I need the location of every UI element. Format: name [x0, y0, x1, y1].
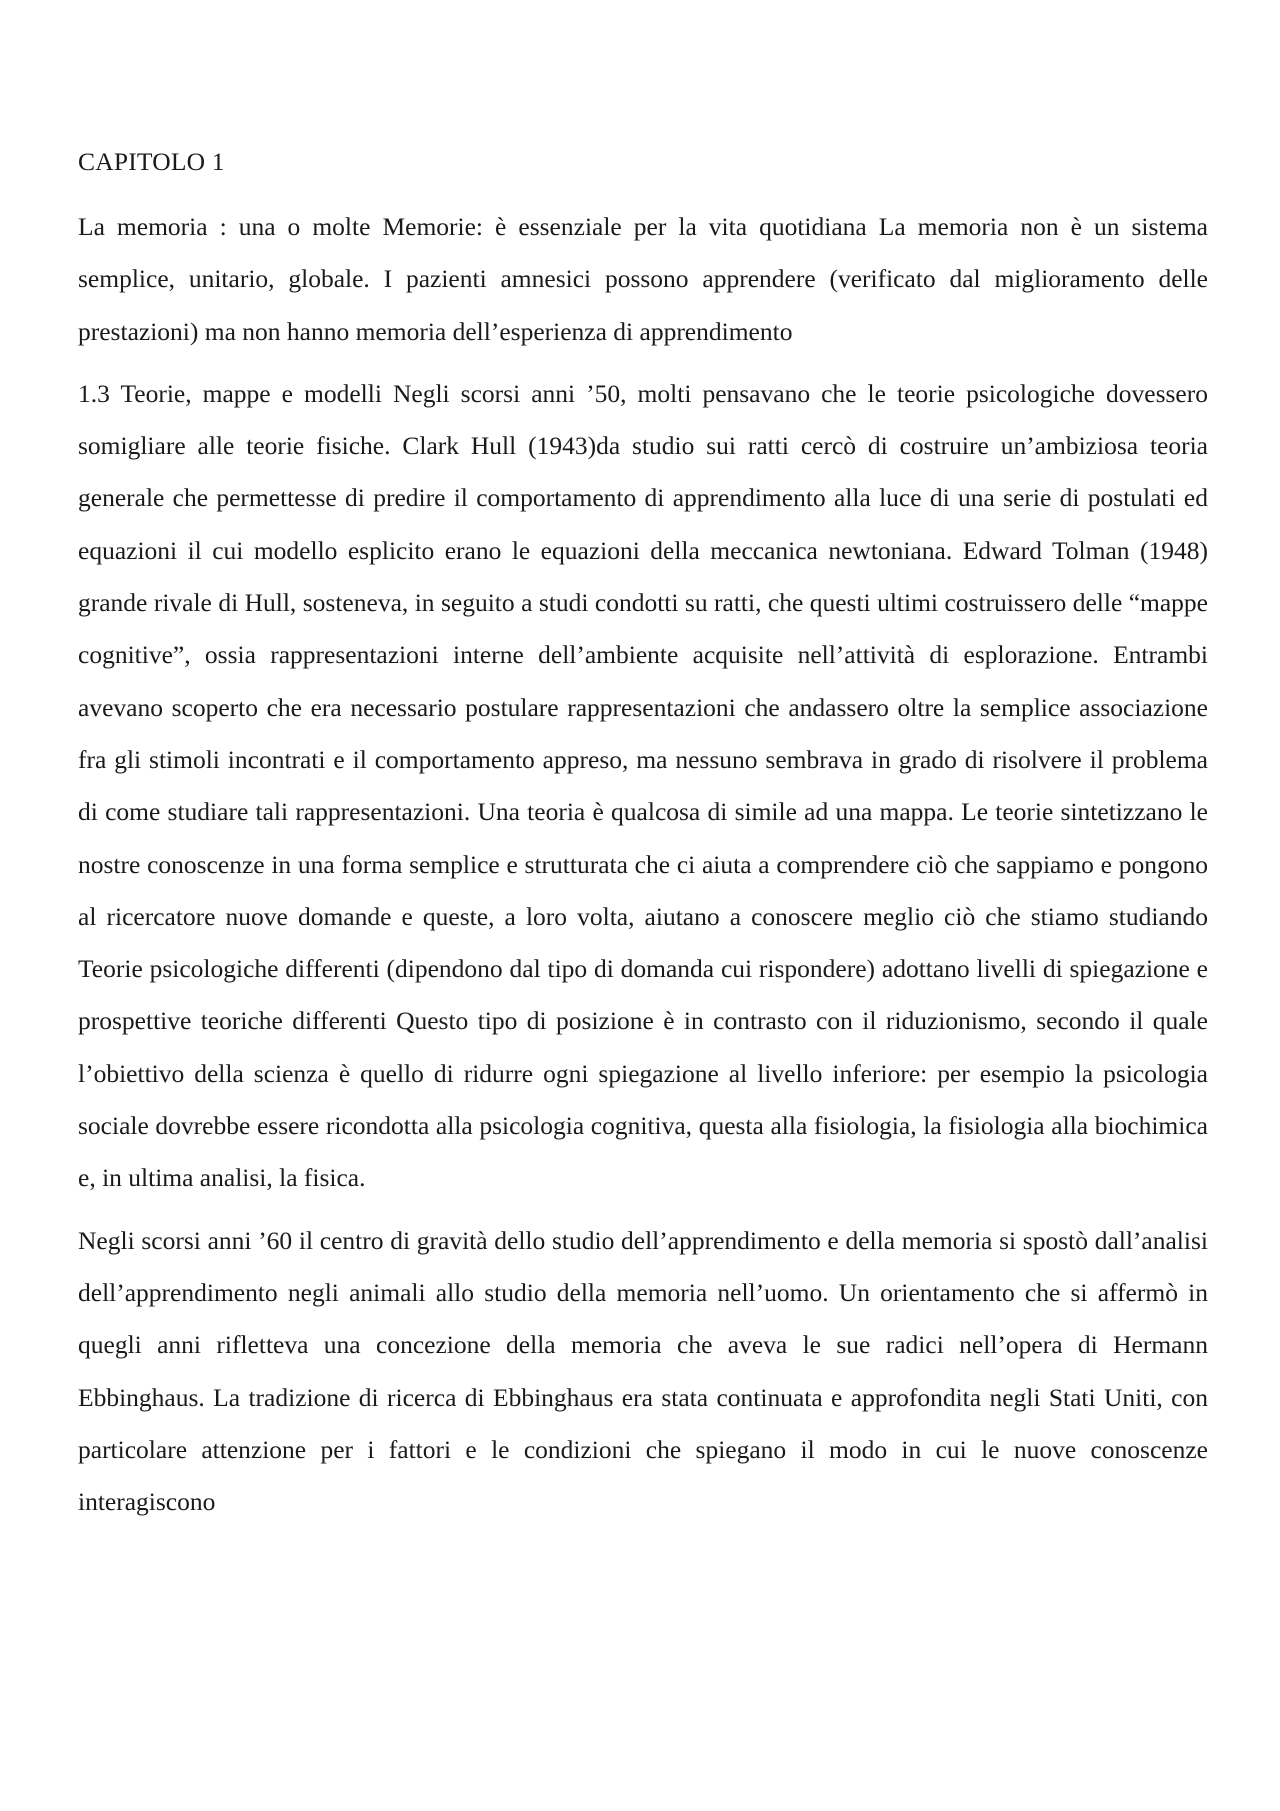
- paragraph-memoria-intro: La memoria : una o molte Memorie: è essenziale per la vita quotidiana La memoria non è un sistema semplice, unitario, globale. I pazienti amnesici possono apprendere (verificato dal miglioramento delle prestazioni) ma non hanno memoria dell’esperienza di apprendimento: [78, 212, 1208, 346]
- document-page: [78, 145, 1208, 1538]
- paragraph-teorie-mappe-modelli: 1.3 Teorie, mappe e modelli Negli scorsi anni ’50, molti pensavano che le teorie psicologiche dovessero somigliare alle teorie fisiche. Clark Hull (1943)da studio sui ratti cercò di costruire un’ambiziosa teoria generale che permettesse di predire il comportamento di apprendimento alla luce di una serie di postulati ed equazioni il cui modello esplicito erano le equazioni della meccanica newtoniana. Edward Tolman (1948) grande rivale di Hull, sosteneva, in seguito a studi condotti su ratti, che questi ultimi costruissero delle “mappe cognitive”, ossia rappresentazioni interne dell’ambiente acquisite nell’attività di esplorazione. Entrambi avevano scoperto che era necessario postulare rappresentazioni che andassero oltre la semplice associazione fra gli stimoli incontrati e il comportamento appreso, ma nessuno sembrava in grado di risolvere il problema di come studiare tali rappresentazioni. Una teoria è qualcosa di simile ad una mappa. Le teorie sintetizzano le nostre conoscenze in una forma semplice e strutturata che ci aiuta a comprendere ciò che sappiamo e pongono al ricercatore nuove domande e queste, a loro volta, aiutano a conoscere meglio ciò che stiamo studiando Teorie psicologiche differenti (dipendono dal tipo di domanda cui rispondere) adottano livelli di spiegazione e prospettive teoriche differenti Questo tipo di posizione è in contrasto con il riduzionismo, secondo il quale l’obiettivo della scienza è quello di ridurre ogni spiegazione al livello inferiore: per esempio la psicologia sociale dovrebbe essere ricondotta alla psicologia cognitiva, questa alla fisiologia, la fisiologia alla biochimica e, in ultima analisi, la fisica.: [78, 378, 1208, 1193]
- chapter-title: CAPITOLO 1: [78, 147, 225, 176]
- paragraph-anni-sessanta: Negli scorsi anni ’60 il centro di gravità dello studio dell’apprendimento e della memoria si spostò dall’analisi dell’apprendimento negli animali allo studio della memoria nell’uomo. Un orientamento che si affermò in quegli anni rifletteva una concezione della memoria che aveva le sue radici nell’opera di Hermann Ebbinghaus. La tradizione di ricerca di Ebbinghaus era stata continuata e approfondita negli Stati Uniti, con particolare attenzione per i fattori e le condizioni che spiegano il modo in cui le nuove conoscenze interagiscono: [78, 1225, 1208, 1517]
